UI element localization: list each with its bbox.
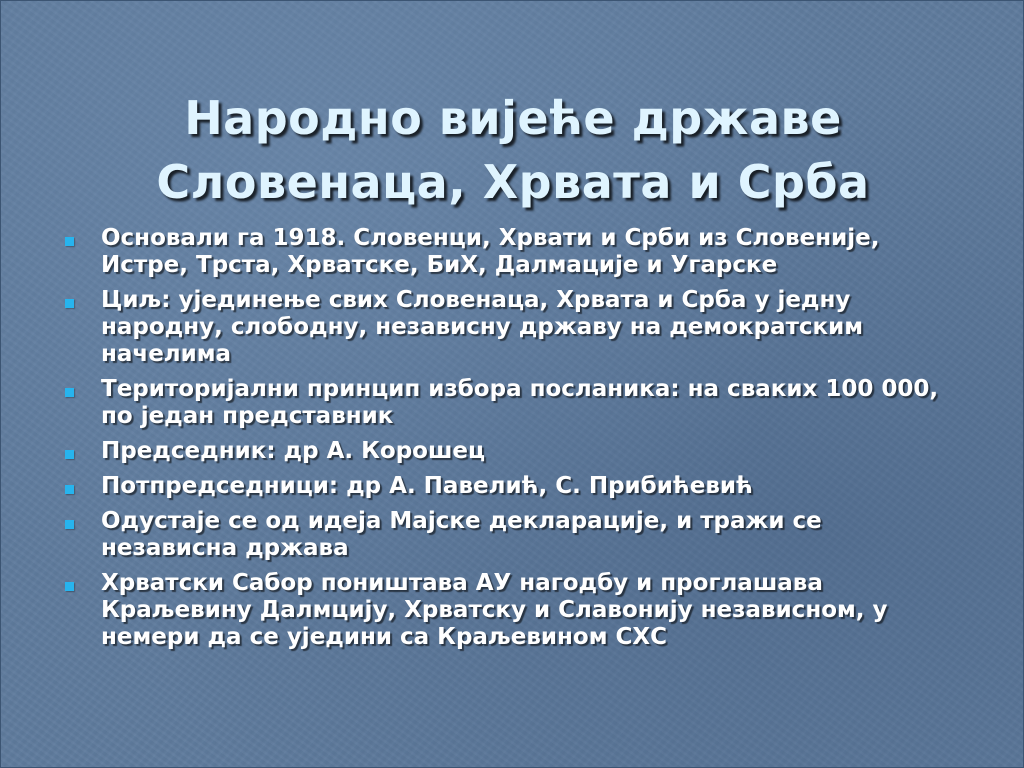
bullet-text: Основали га 1918. Словенци, Хрвати и Срби из Словеније, Истре, Трста, Хрватске, БиХ, Далмације и Угарске bbox=[101, 225, 880, 278]
bullet-text: Потпредседници: др А. Павелић, С. Прибићевић bbox=[101, 473, 753, 499]
bullet-item bbox=[61, 570, 961, 651]
bullet-text: Хрватски Сабор поништава АУ нагодбу и проглашава Краљевину Далмцију, Хрватску и Славонију независном, у немери да се уједини са Краљевином СХС bbox=[101, 570, 888, 650]
square-bullet-icon bbox=[65, 388, 74, 397]
square-bullet-icon bbox=[65, 237, 74, 246]
bullet-list bbox=[61, 225, 961, 659]
bullet-item bbox=[61, 473, 961, 500]
bullet-item bbox=[61, 225, 961, 279]
bullet-text: Председник: др А. Корошец bbox=[101, 438, 486, 464]
slide-title bbox=[41, 86, 985, 214]
square-bullet-icon bbox=[65, 299, 74, 308]
square-bullet-icon bbox=[65, 520, 74, 529]
square-bullet-icon bbox=[65, 450, 74, 459]
bullet-item bbox=[61, 508, 961, 562]
bullet-item bbox=[61, 376, 961, 430]
square-bullet-icon bbox=[65, 582, 74, 591]
bullet-text: Циљ: ујединење свих Словенаца, Хрвата и Срба у једну народну, слободну, независну државу на демократским начелима bbox=[101, 287, 864, 367]
bullet-text: Одустаје се од идеја Мајске декларације, и тражи се независна држава bbox=[101, 508, 822, 561]
square-bullet-icon bbox=[65, 485, 74, 494]
bullet-item bbox=[61, 438, 961, 465]
slide-title-line-1: Народно вијеће државе bbox=[184, 90, 842, 145]
bullet-text: Територијални принцип избора посланика: на сваких 100 000, по један представник bbox=[101, 376, 939, 429]
bullet-item bbox=[61, 287, 961, 368]
slide-title-line-2: Словенаца, Хрвата и Срба bbox=[156, 154, 870, 209]
